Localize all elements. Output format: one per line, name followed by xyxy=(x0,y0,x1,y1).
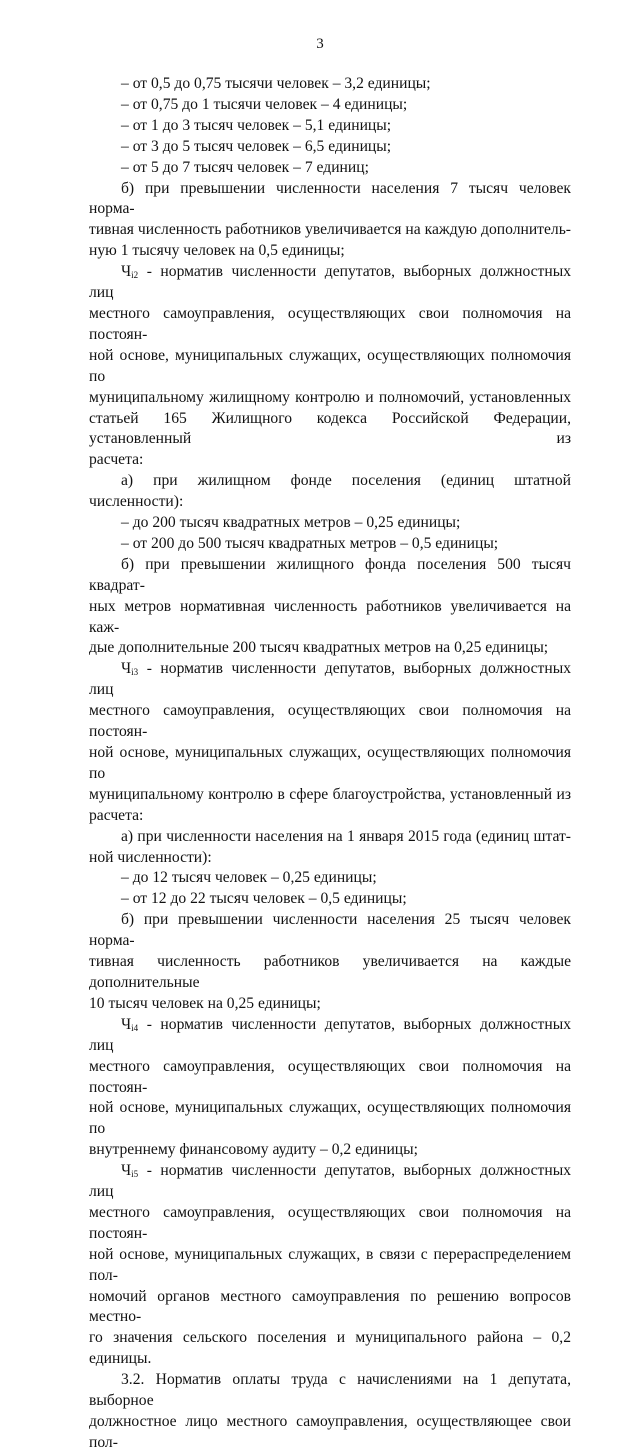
line-text: ной основе, муниципальных служащих, в связи с перераспределением пол- xyxy=(89,1245,571,1284)
text-line xyxy=(89,555,571,597)
line-text: – до 12 тысяч человек – 0,25 единицы; xyxy=(121,869,377,887)
line-text: б) при превышении жилищного фонда поселения 500 тысяч квадрат- xyxy=(89,555,571,594)
text-line xyxy=(89,158,571,179)
text-line xyxy=(89,450,571,471)
text-line xyxy=(89,262,571,304)
text-line xyxy=(89,994,571,1015)
text-line xyxy=(89,910,571,952)
symbol-prefix: Ч xyxy=(121,660,132,678)
text-line xyxy=(89,597,571,639)
line-text: – до 200 тысяч квадратных метров – 0,25 единицы; xyxy=(121,514,461,532)
text-line xyxy=(89,1140,571,1161)
symbol-prefix: Ч xyxy=(121,1162,132,1180)
text-line xyxy=(89,848,571,869)
text-line xyxy=(89,889,571,910)
text-line xyxy=(89,534,571,555)
line-text: – от 1 до 3 тысяч человек – 5,1 единицы; xyxy=(121,116,392,134)
line-text: местного самоуправления, осуществляющих свои полномочия на постоян- xyxy=(89,1057,571,1096)
text-line xyxy=(89,659,571,701)
text-line xyxy=(89,513,571,534)
line-text: 3.2. Норматив оплаты труда с начислениями на 1 депутата, выборное xyxy=(89,1371,571,1410)
line-text: тивная численность работников увеличивается на каждую дополнитель- xyxy=(89,221,571,239)
line-text: – от 3 до 5 тысяч человек – 6,5 единицы; xyxy=(121,137,392,155)
line-text: дые дополнительные 200 тысяч квадратных метров на 0,25 единицы; xyxy=(89,639,549,657)
text-line xyxy=(89,785,571,806)
line-text: го значения сельского поселения и муниципального района – 0,2 единицы. xyxy=(89,1329,571,1368)
text-line xyxy=(89,1412,571,1454)
symbol-subscript: i3 xyxy=(131,667,139,678)
text-line xyxy=(89,116,571,137)
line-text: местного самоуправления, осуществляющих свои полномочия на постоян- xyxy=(89,304,571,343)
line-text: тивная численность работников увеличивается на каждые дополнительные xyxy=(89,953,571,991)
line-text: - норматив численности депутатов, выборных должностных лиц xyxy=(89,660,571,699)
line-text: ной основе, муниципальных служащих, осуществляющих полномочия по xyxy=(89,1099,571,1138)
line-text: ную 1 тысячу человек на 0,5 единицы; xyxy=(89,242,345,260)
line-text: 10 тысяч человек на 0,25 единицы; xyxy=(89,994,321,1012)
line-text: муниципальному жилищному контролю и полномочий, установленных xyxy=(89,388,571,406)
text-line xyxy=(89,471,571,513)
symbol-prefix: Ч xyxy=(121,1015,132,1033)
line-text: должностное лицо местного самоуправления, осуществляющее свои пол- xyxy=(89,1413,571,1451)
line-text: местного самоуправления, осуществляющих свои полномочия на постоян- xyxy=(89,1203,571,1242)
text-line xyxy=(89,388,571,409)
text-line xyxy=(89,409,571,451)
line-text: внутреннему финансовому аудиту – 0,2 единицы; xyxy=(89,1141,418,1159)
line-text: номочий органов местного самоуправления по решению вопросов местно- xyxy=(89,1287,571,1326)
text-line xyxy=(89,1245,571,1287)
text-line xyxy=(89,701,571,743)
text-line xyxy=(89,1098,571,1140)
text-line xyxy=(89,95,571,116)
line-text: статьей 165 Жилищного кодекса Российской Федерации, установленный из xyxy=(89,409,571,448)
line-text: б) при превышении численности населения 25 тысяч человек норма- xyxy=(89,911,571,950)
line-text: а) при жилищном фонде поселения (единиц штатной численности): xyxy=(89,472,571,511)
line-text: - норматив численности депутатов, выборных должностных лиц xyxy=(89,263,571,302)
text-line xyxy=(89,1057,571,1099)
document-body xyxy=(89,74,571,1454)
text-line xyxy=(89,952,571,994)
text-line xyxy=(89,1161,571,1203)
text-line xyxy=(89,346,571,388)
line-text: ных метров нормативная численность работников увеличивается на каж- xyxy=(89,597,571,636)
text-line xyxy=(89,241,571,262)
line-text: – от 0,75 до 1 тысячи человек – 4 единицы; xyxy=(121,95,408,113)
text-line xyxy=(89,1015,571,1057)
text-line xyxy=(89,74,571,95)
text-line xyxy=(89,806,571,827)
text-line xyxy=(89,827,571,848)
line-text: расчета: xyxy=(89,806,144,824)
line-text: - норматив численности депутатов, выборных должностных лиц xyxy=(89,1015,571,1054)
text-line xyxy=(89,1287,571,1329)
text-line xyxy=(89,868,571,889)
symbol-subscript: i4 xyxy=(131,1022,139,1033)
text-line xyxy=(89,1328,571,1370)
text-line xyxy=(89,179,571,221)
line-text: муниципальному контролю в сфере благоустройства, установленный из xyxy=(89,785,571,803)
text-line xyxy=(89,1370,571,1412)
line-text: а) при численности населения на 1 января 2015 года (единиц штат- xyxy=(121,827,571,845)
line-text: – от 5 до 7 тысяч человек – 7 единиц; xyxy=(121,158,369,176)
page-number: 3 xyxy=(316,36,324,52)
line-text: – от 200 до 500 тысяч квадратных метров – 0,5 единицы; xyxy=(121,534,499,552)
symbol-prefix: Ч xyxy=(121,263,132,281)
text-line xyxy=(89,1203,571,1245)
text-line xyxy=(89,220,571,241)
line-text: местного самоуправления, осуществляющих свои полномочия на постоян- xyxy=(89,702,571,741)
text-line xyxy=(89,743,571,785)
text-line xyxy=(89,638,571,659)
line-text: расчета: xyxy=(89,451,144,469)
line-text: - норматив численности депутатов, выборных должностных лиц xyxy=(89,1162,571,1201)
line-text: ной основе, муниципальных служащих, осуществляющих полномочия по xyxy=(89,346,571,385)
symbol-subscript: i5 xyxy=(131,1169,139,1180)
line-text: ной численности): xyxy=(89,848,212,866)
text-line xyxy=(89,304,571,346)
symbol-subscript: i2 xyxy=(131,270,139,281)
line-text: ной основе, муниципальных служащих, осуществляющих полномочия по xyxy=(89,744,571,782)
line-text: б) при превышении численности населения 7 тысяч человек норма- xyxy=(89,179,571,218)
line-text: – от 12 до 22 тысяч человек – 0,5 единицы; xyxy=(121,890,407,908)
line-text: – от 0,5 до 0,75 тысячи человек – 3,2 единицы; xyxy=(121,75,431,92)
text-line xyxy=(89,137,571,158)
